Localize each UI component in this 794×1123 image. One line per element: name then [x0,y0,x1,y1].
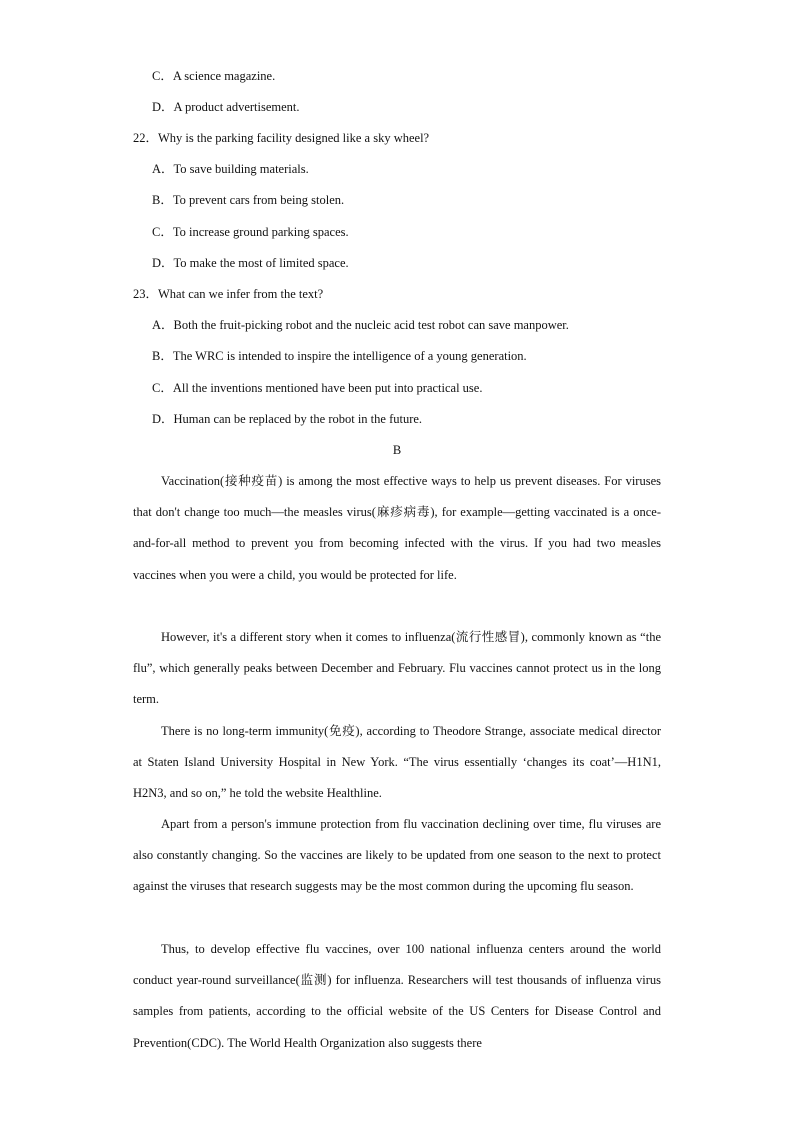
q22-option-d: D．To make the most of limited space. [152,256,349,270]
q22-option-c: C．To increase ground parking spaces. [152,225,349,239]
passage-paragraph-3: There is no long-term immunity(免疫), according to Theodore Strange, associate medical director at Staten Island University Hospital in New York. “The virus essentially ‘changes its coat’—H1N1, H2N3, and so on,” he told the website Healthline. [133,724,661,801]
section-label: B [392,443,402,457]
passage-paragraph-1: Vaccination(接种疫苗) is among the most effective ways to help us prevent diseases. For viruses that don't change too much—the measles virus(麻疹病毒), for example—getting vaccinated is a once-and-for-all method to prevent you from becoming infected with the virus. If you had two measles vaccines when you were a child, you would be protected for life. [133,474,661,582]
q23-option-c: C．All the inventions mentioned have been put into practical use. [152,381,483,395]
q22-stem: 22．Why is the parking facility designed like a sky wheel? [133,131,430,145]
q22-option-a: A．To save building materials. [152,162,309,176]
q23-option-a: A．Both the fruit-picking robot and the nucleic acid test robot can save manpower. [152,318,569,332]
q23-option-d: D．Human can be replaced by the robot in the future. [152,412,423,426]
passage-paragraph-2: However, it's a different story when it comes to influenza(流行性感冒), commonly known as “the flu”, which generally peaks between December and February. Flu vaccines cannot protect us in the long term. [133,630,661,707]
q21-option-d: D．A product advertisement. [152,100,300,114]
q21-option-c: C．A science magazine. [152,69,276,83]
q23-option-b: B．The WRC is intended to inspire the intelligence of a young generation. [152,349,527,363]
passage-paragraph-4: Apart from a person's immune protection from flu vaccination declining over time, flu viruses are also constantly changing. So the vaccines are likely to be updated from one season to the next to protect against the viruses that research suggests may be the most common during the upcoming flu season. [133,817,661,894]
passage-paragraph-5: Thus, to develop effective flu vaccines, over 100 national influenza centers around the world conduct year-round surveillance(监测) for influenza. Researchers will test thousands of influenza virus samples from patients, according to the official website of the US Centers for Disease Control and Prevention(CDC). The World Health Organization also suggests there [133,942,661,1050]
q22-option-b: B．To prevent cars from being stolen. [152,193,345,207]
q23-stem: 23．What can we infer from the text? [133,287,324,301]
